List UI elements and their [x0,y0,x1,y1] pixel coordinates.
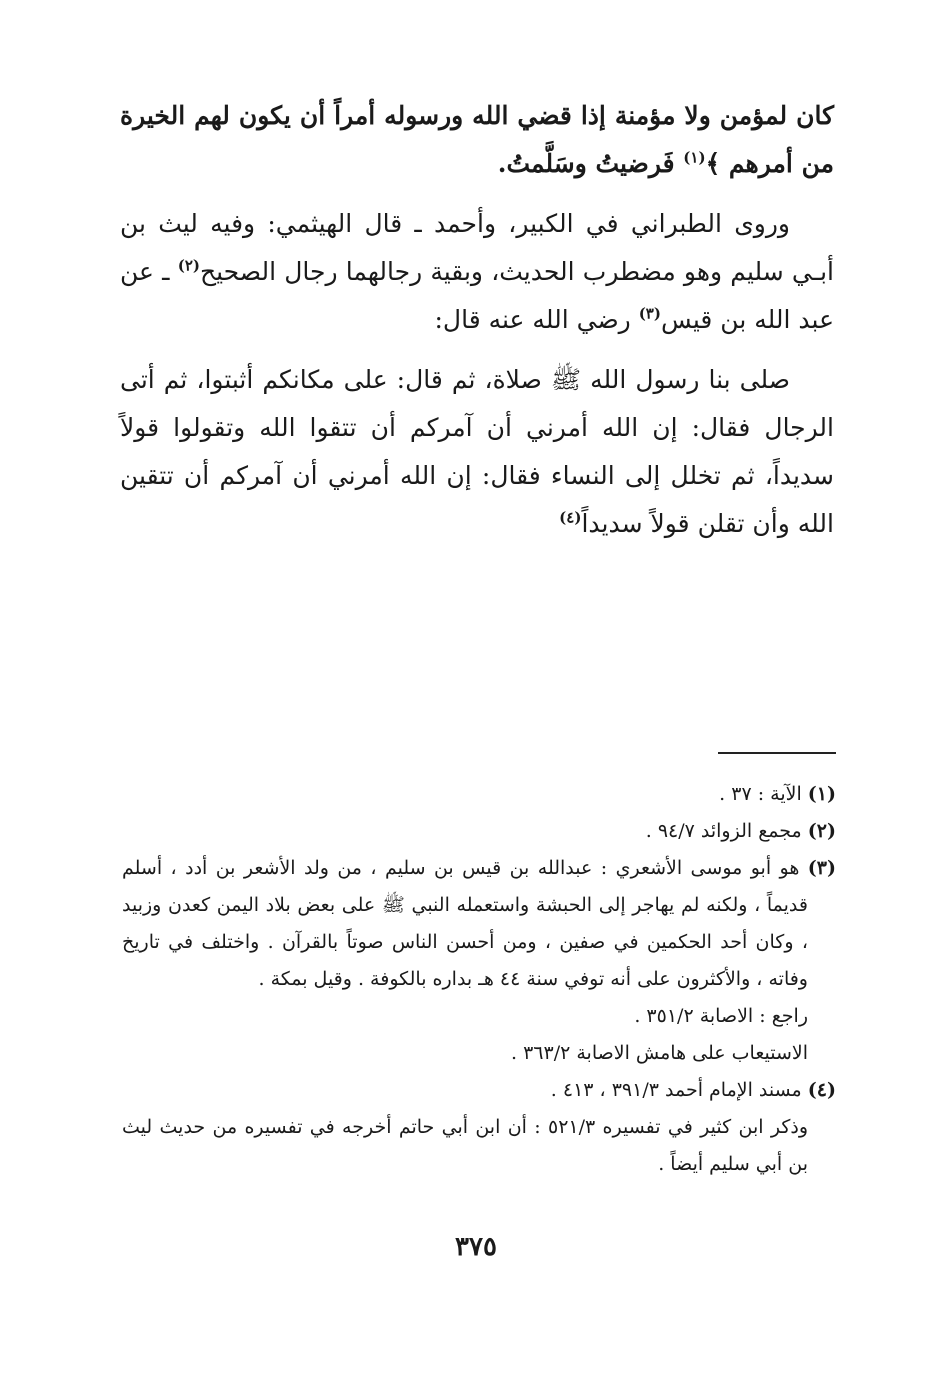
footnote-4 [122,1072,836,1109]
footnote-text: مجمع الزوائد ٩٤/٧ . [645,820,808,842]
footnote-ref-4[interactable]: (٤) [559,508,582,527]
narration-text-c: رضي الله عنه قال: [434,305,639,334]
footnote-number: (٣) [807,857,836,879]
footnote-text: مسند الإمام أحمد ٣٩١/٣ ، ٤١٣ . [550,1079,808,1101]
verse-text: كان لمؤمن ولا مؤمنة إذا قضي الله ورسوله أمراً أن يكون لهم الخيرة من أمرهم ﴾ [120,101,834,178]
footnote-text: الآية : ٣٧ . [719,783,808,805]
footnote-3-ref-istiab: الاستيعاب على هامش الاصابة ٣٦٣/٢ . [510,1042,808,1064]
paragraph-hadith [120,356,834,548]
footnote-number: (١) [807,783,836,805]
hadith-text: صلى بنا رسول الله ﷺ صلاة، ثم قال: على مكانكم أثبتوا، ثم أتى الرجال فقال: إن الله أمرني أن آمركم أن تتقوا الله وتقولوا قولاً سديداً، ثم تخلل إلى النساء فقال: إن الله أمرني أن آمركم أن تتقين الله وأن تقلن قولاً سديداً [120,365,834,538]
footnote-number: (٤) [807,1079,836,1101]
footnote-1 [122,776,836,813]
footnote-3-ref-isaba: راجع : الاصابة ٣٥١/٢ . [634,1005,808,1027]
footnote-number: (٢) [807,820,836,842]
paragraph-quran-verse [120,92,834,188]
narration-text-a: وروى الطبراني في الكبير، وأحمد ـ قال الهيثمي: وفيه ليث بن أبـي سليم وهو مضطرب الحديث، وبقية رجالهما رجال الصحيح [120,209,834,286]
paragraph-narration [120,200,834,344]
main-text [120,92,834,560]
footnote-separator [718,752,836,754]
footnote-4-continuation: وذكر ابن كثير في تفسيره ٥٢١/٣ : أن ابن أبي حاتم أخرجه في تفسيره من حديث ليث بن أبي سليم أيضاً . [122,1116,808,1175]
footnotes [122,776,836,1183]
footnote-ref-1[interactable]: (١) [683,148,706,167]
narration-text-b: ـ عن عبد الله بن قيس [120,257,834,334]
footnote-ref-2[interactable]: (٢) [177,256,200,275]
verse-tail: فَرضيتُ وسَلَّمتُ. [497,149,684,178]
footnote-2 [122,813,836,850]
footnote-3 [122,850,836,998]
page-number: ٣٧٥ [455,1232,497,1262]
footnote-ref-3[interactable]: (٣) [638,304,661,323]
footnote-text: هو أبو موسى الأشعري : عبدالله بن قيس بن سليم ، من ولد الأشعر بن أدد ، أسلم قديماً ، ولكنه لم يهاجر إلى الحبشة واستعمله النبي ﷺ على بعض بلاد اليمن كعدن وزبيد ، وكان أحد الحكمين في صفين ، ومن أحسن الناس صوتاً بالقرآن . واختلف في تاريخ وفاته ، والأكثرون على أنه توفي سنة ٤٤ هـ بداره بالكوفة . وقيل بمكة . [122,857,808,990]
